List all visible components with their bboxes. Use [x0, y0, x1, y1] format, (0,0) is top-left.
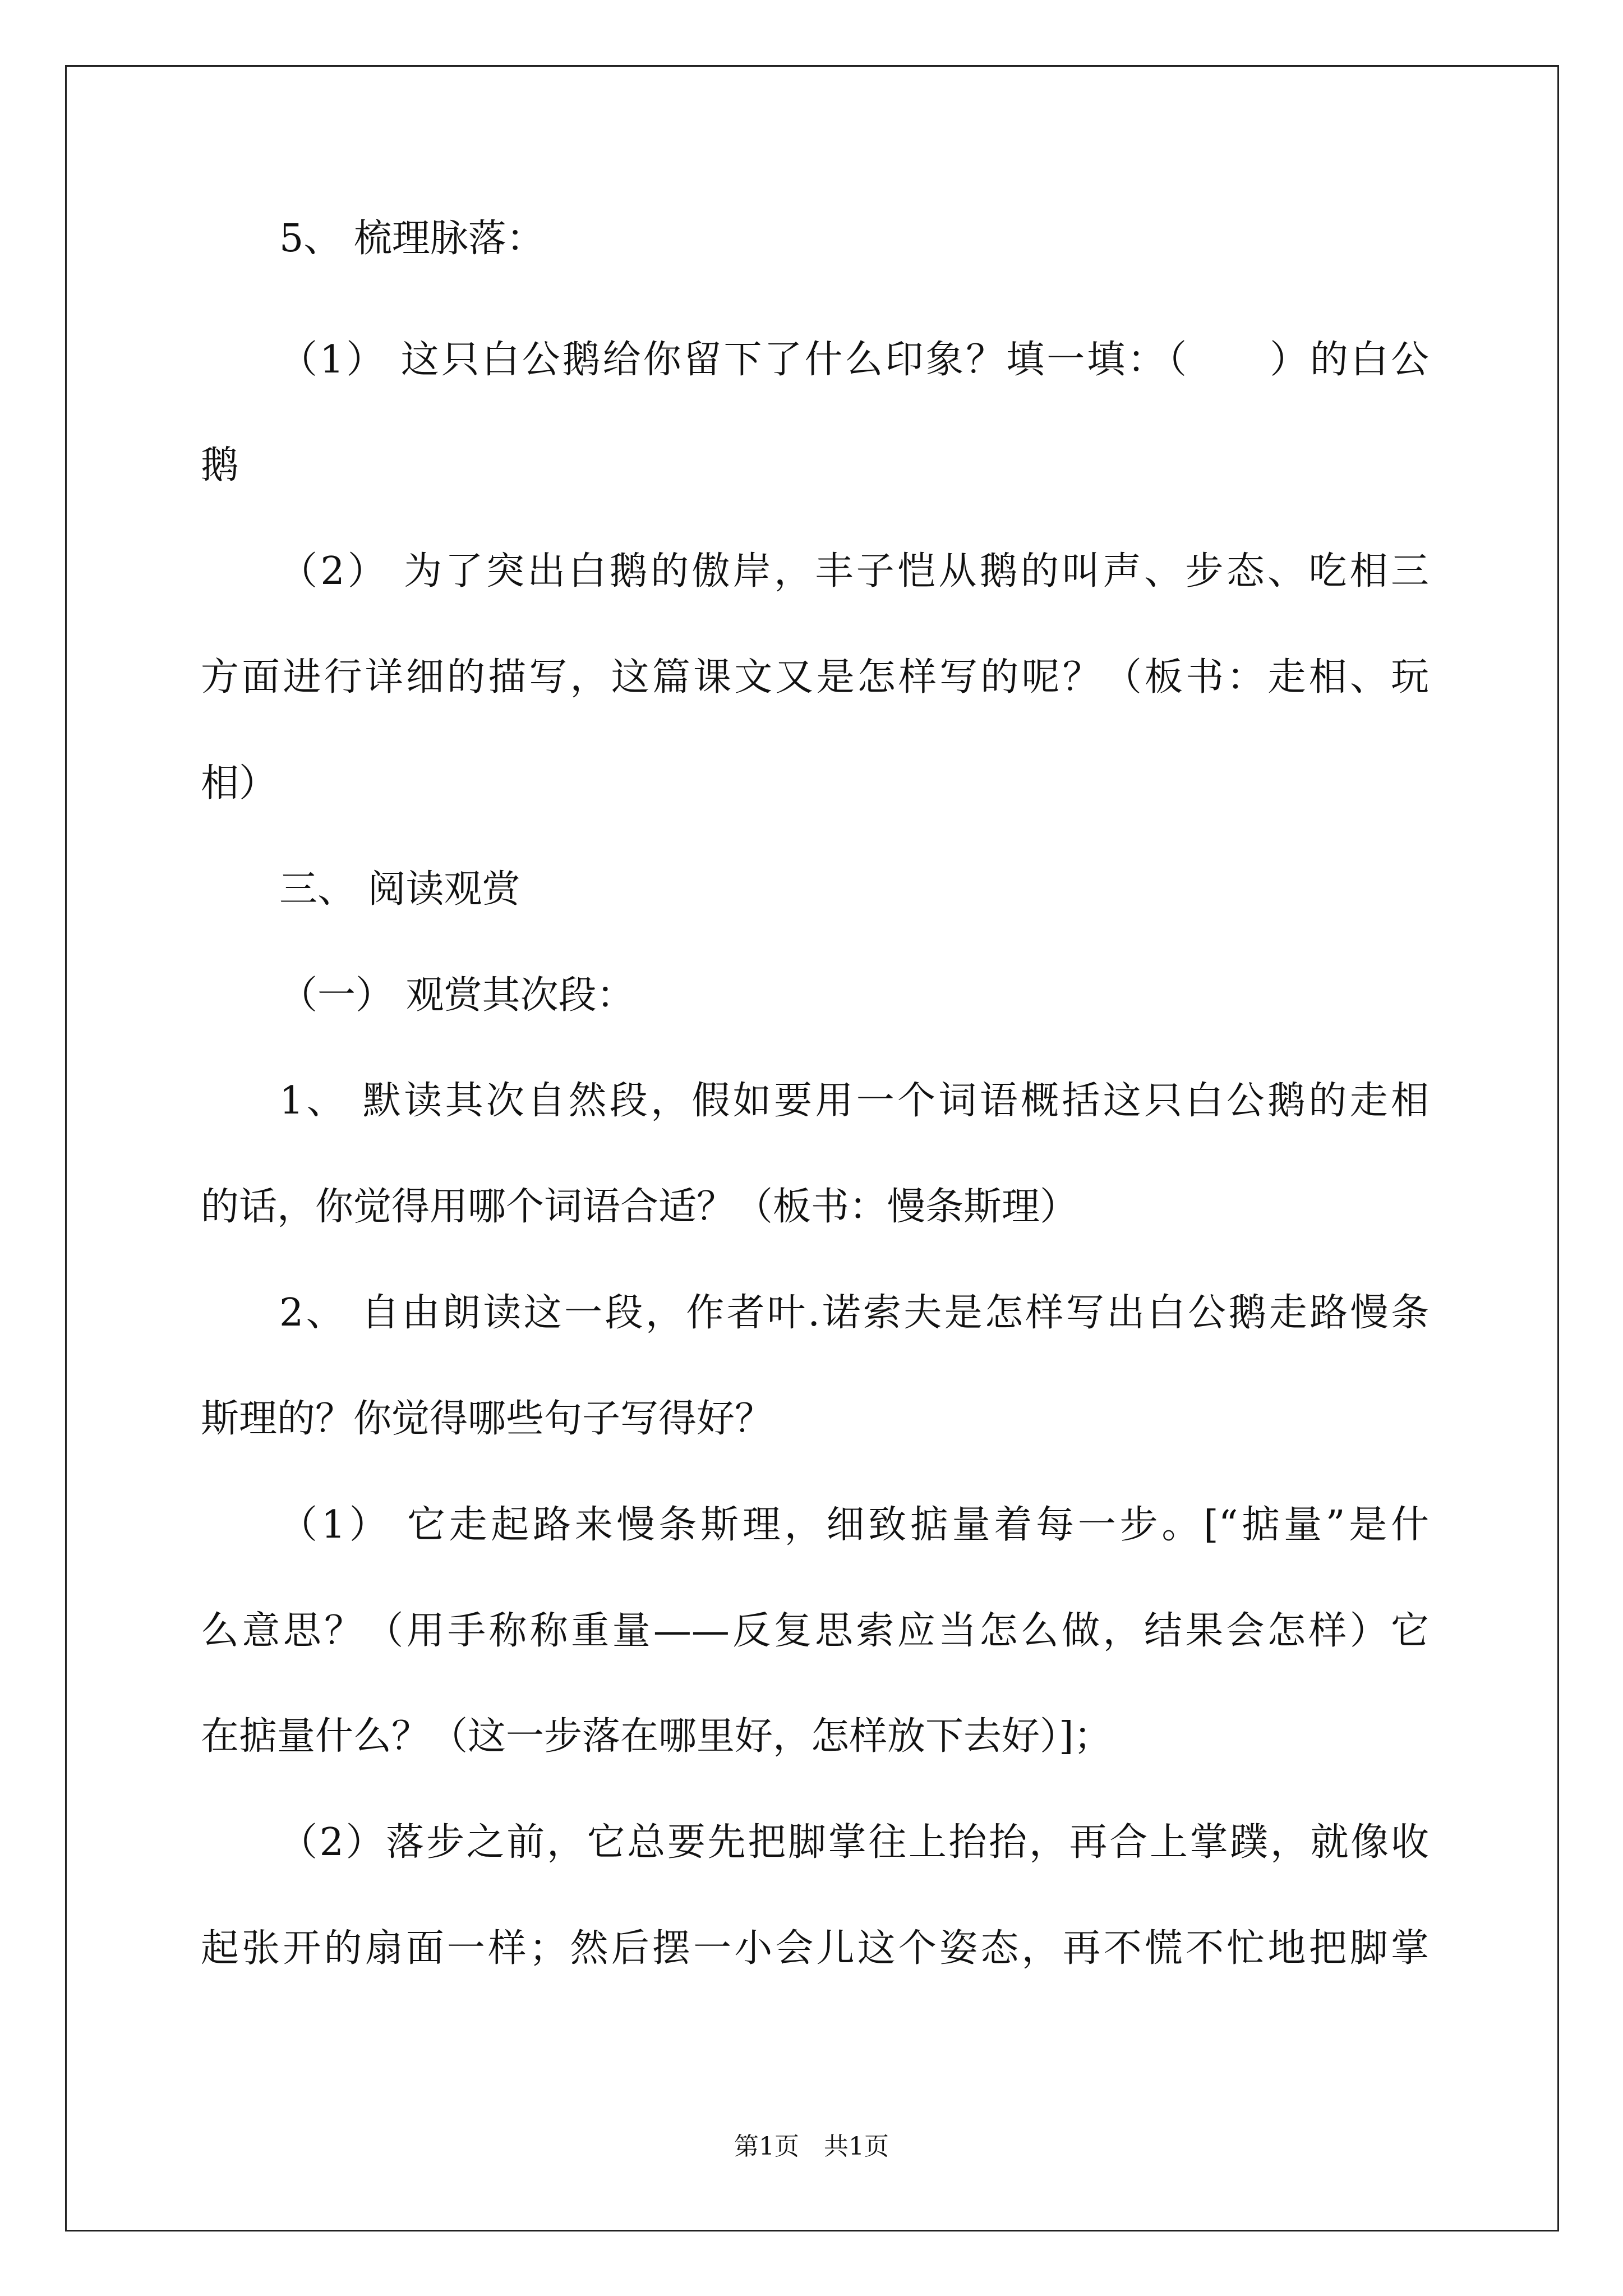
text-line: 在掂量什么？（这一步落在哪里好，怎样放下去好）]；	[201, 1714, 1112, 1759]
text-line: 相）	[201, 761, 278, 806]
text-line: （2） 为了突出白鹅的傲岸，丰子恺从鹅的叫声、步态、吃相三	[279, 549, 1429, 593]
text-line: 1、 默读其次自然段，假如要用一个词语概括这只白公鹅的走相	[279, 1079, 1429, 1123]
text-line: （一） 观赏其次段：	[279, 973, 635, 1018]
text-line: （1） 这只白公鹅给你留下了什么印象？填一填：（ ）的白公	[279, 338, 1429, 382]
text-line: 2、 自由朗读这一段，作者叶.诺索夫是怎样写出白公鹅走路慢条	[279, 1291, 1429, 1335]
page-footer: 第1页 共1页	[734, 2132, 889, 2161]
text-line: 三、 阅读观赏	[279, 867, 520, 912]
text-line: 么意思？（用手称称重量——反复思索应当怎么做，结果会怎样）它	[201, 1609, 1429, 1653]
text-line: 5、 梳理脉落：	[279, 217, 545, 261]
page-border	[65, 65, 1559, 2231]
text-line: 起张开的扇面一样；然后摆一小会儿这个姿态，再不慌不忙地把脚掌	[201, 1926, 1429, 1971]
text-line: 的话，你觉得用哪个词语合适？（板书：慢条斯理）	[201, 1185, 1078, 1229]
text-line: 斯理的？你觉得哪些句子写得好？	[201, 1397, 773, 1441]
text-line: （1） 它走起路来慢条斯理，细致掂量着每一步。[“掂量”是什	[279, 1503, 1429, 1547]
text-line: （2）落步之前，它总要先把脚掌往上抬抬，再合上掌蹼，就像收	[279, 1820, 1429, 1865]
text-line: 方面进行详细的描写，这篇课文又是怎样写的呢？（板书：走相、玩	[201, 655, 1429, 700]
text-line: 鹅	[201, 443, 239, 487]
